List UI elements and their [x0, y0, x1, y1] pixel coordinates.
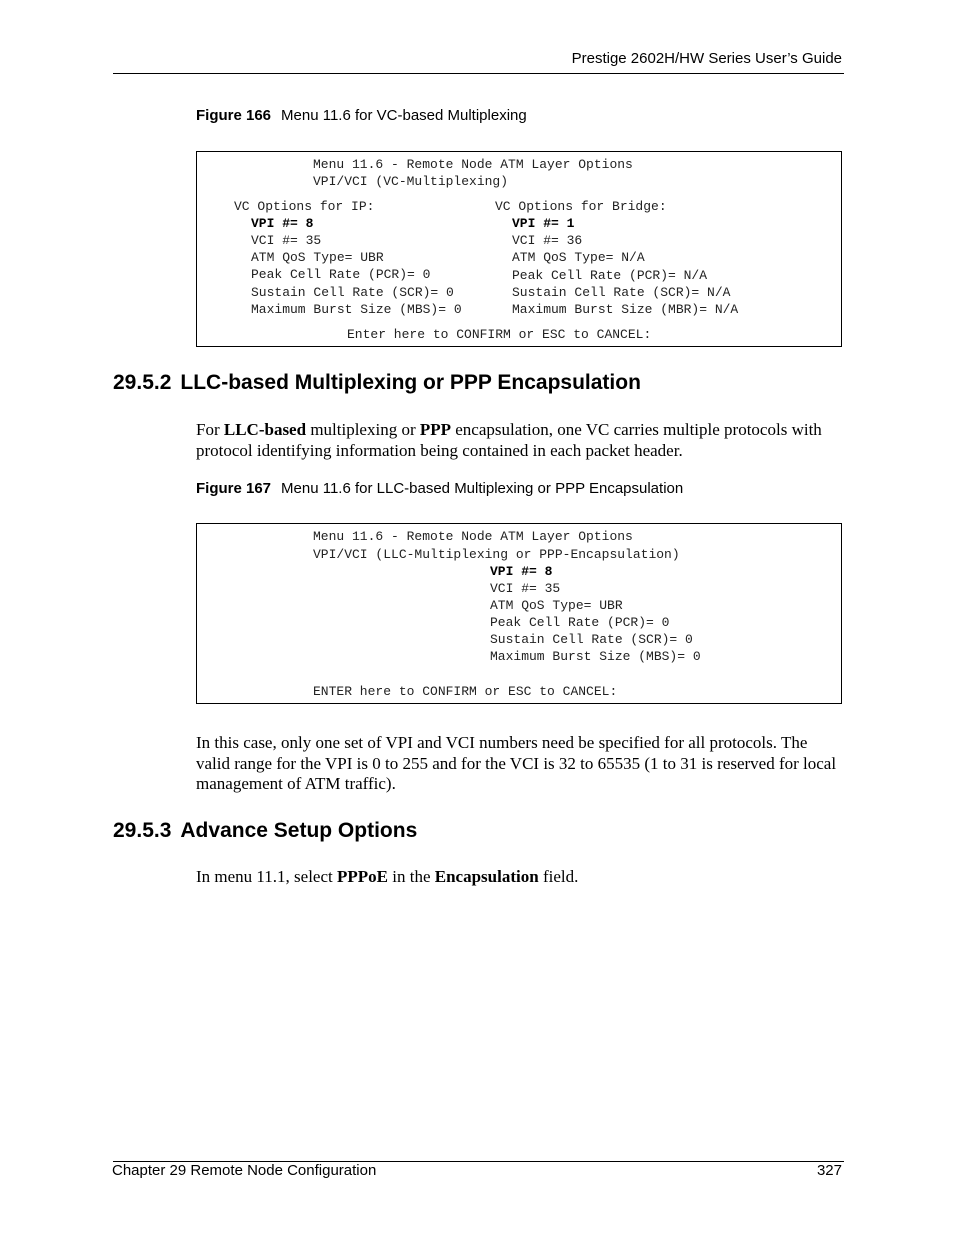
para-bold-llc: LLC-based: [223, 420, 307, 439]
figure-167-screen: [196, 523, 842, 704]
ip-scr-field[interactable]: Sustain Cell Rate (SCR)= 0: [251, 285, 454, 300]
section-29-5-2-paragraph: [196, 420, 844, 461]
section-title: LLC-based Multiplexing or PPP Encapsulation: [180, 371, 641, 394]
figure-166-caption-text: Menu 11.6 for VC-based Multiplexing: [281, 107, 527, 124]
mbs-field[interactable]: Maximum Burst Size (MBS)= 0: [490, 649, 701, 664]
para-text: field.: [538, 867, 579, 886]
ip-vci-field[interactable]: VCI #= 35: [251, 233, 322, 248]
vpi-vci-range-paragraph: In this case, only one set of VPI and VCI numbers need be specified for all protocols. The valid range for the VPI is 0 to 255 and for the VCI is 32 to 65535 (1 to 31 is reserved for local management of ATM traffic).: [196, 733, 837, 793]
section-29-5-3-paragraph: [196, 867, 844, 888]
ip-qos-field[interactable]: ATM QoS Type= UBR: [251, 250, 384, 265]
figure-167-caption-text: Menu 11.6 for LLC-based Multiplexing or PPP Encapsulation: [281, 480, 684, 497]
qos-field[interactable]: ATM QoS Type= UBR: [490, 598, 623, 613]
figure-166-label: Figure 166: [196, 107, 272, 124]
bridge-qos-field[interactable]: ATM QoS Type= N/A: [512, 250, 645, 265]
para-text: For: [196, 420, 224, 439]
ip-options-heading: VC Options for IP:: [234, 199, 375, 214]
menu-subtitle: VPI/VCI (LLC-Multiplexing or PPP-Encapsulation): [313, 547, 680, 562]
pcr-field[interactable]: Peak Cell Rate (PCR)= 0: [490, 615, 670, 630]
confirm-prompt: Enter here to CONFIRM or ESC to CANCEL:: [347, 327, 652, 342]
section-heading-29-5-3: [113, 819, 417, 843]
ip-pcr-field[interactable]: Peak Cell Rate (PCR)= 0: [251, 267, 431, 282]
bridge-vpi-field[interactable]: VPI #= 1: [512, 216, 575, 231]
ip-vpi-field[interactable]: VPI #= 8: [251, 216, 314, 231]
bridge-scr-field[interactable]: Sustain Cell Rate (SCR)= N/A: [512, 285, 731, 300]
header-title: Prestige 2602H/HW Series User’s Guide: [571, 50, 842, 67]
section-number: 29.5.2: [113, 371, 172, 394]
figure-167-caption: [196, 480, 683, 497]
section-heading-29-5-2: [113, 371, 641, 395]
menu-title: Menu 11.6 - Remote Node ATM Layer Options: [313, 529, 633, 544]
footer-page-number: 327: [816, 1162, 842, 1179]
scr-field[interactable]: Sustain Cell Rate (SCR)= 0: [490, 632, 693, 647]
para-text: In menu 11.1, select: [196, 867, 337, 886]
section-title: Advance Setup Options: [180, 819, 418, 842]
para-bold-ppp: PPP: [419, 420, 452, 439]
para-text: multiplexing or: [306, 420, 420, 439]
header-rule: [113, 73, 844, 74]
confirm-prompt: ENTER here to CONFIRM or ESC to CANCEL:: [313, 684, 618, 699]
para-bold-encapsulation: Encapsulation: [434, 867, 539, 886]
bridge-vci-field[interactable]: VCI #= 36: [512, 233, 583, 248]
vci-field[interactable]: VCI #= 35: [490, 581, 561, 596]
ip-mbs-field[interactable]: Maximum Burst Size (MBS)= 0: [251, 302, 462, 317]
bridge-mbr-field[interactable]: Maximum Burst Size (MBR)= N/A: [512, 302, 739, 317]
section-number: 29.5.3: [113, 819, 172, 842]
figure-166-caption: [196, 107, 527, 124]
vpi-field[interactable]: VPI #= 8: [490, 564, 553, 579]
figure-167-label: Figure 167: [196, 480, 272, 497]
figure-166-screen: [196, 151, 842, 347]
para-text: encapsulation, one VC carries multiple protocols with protocol identifying information being contained in each packet header.: [196, 420, 822, 460]
menu-title: Menu 11.6 - Remote Node ATM Layer Options: [313, 157, 633, 172]
footer-chapter: Chapter 29 Remote Node Configuration: [112, 1162, 377, 1179]
para-bold-pppoe: PPPoE: [337, 867, 388, 886]
bridge-options-heading: VC Options for Bridge:: [495, 199, 667, 214]
bridge-pcr-field[interactable]: Peak Cell Rate (PCR)= N/A: [512, 268, 708, 283]
menu-subtitle: VPI/VCI (VC-Multiplexing): [313, 174, 509, 189]
para-text: in the: [388, 867, 435, 886]
